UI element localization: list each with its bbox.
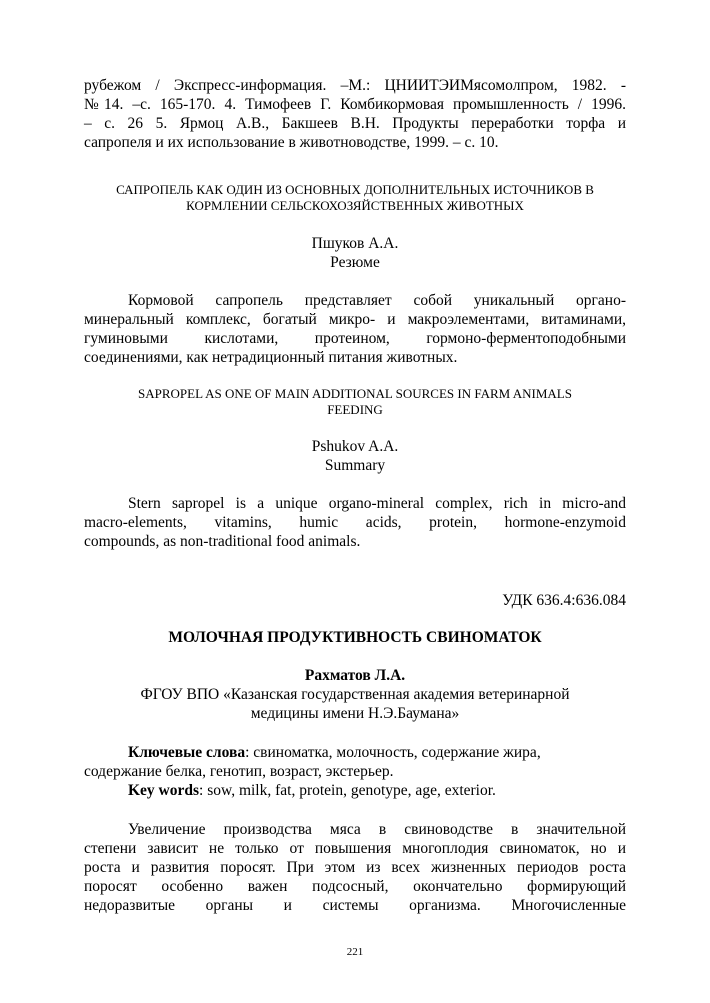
keywords-en-text: : sow, milk, fat, protein, genotype, age, exterior. [199, 782, 496, 799]
article1-title-line: САПРОПЕЛЬ КАК ОДИН ИЗ ОСНОВНЫХ ДОПОЛНИТЕЛЬНЫХ ИСТОЧНИКОВ В [116, 182, 594, 197]
article1-title-line: КОРМЛЕНИИ СЕЛЬСКОХОЗЯЙСТВЕННЫХ ЖИВОТНЫХ [186, 198, 524, 213]
body-line: Увеличение производства мяса в свиноводстве в значительной [128, 821, 626, 838]
article1-en-title [84, 386, 626, 418]
summary-line: macro-elements, vitamins, humic acids, protein, hormone-enzymoid [84, 514, 626, 531]
article1-en-author-block [84, 437, 626, 475]
en-author: Pshukov A.A. [311, 438, 399, 455]
article1-title [84, 182, 626, 214]
summary-line: Stern sapropel is a unique organo-mineral complex, rich in micro-and [128, 495, 626, 512]
body-line: недоразвитые органы и системы организма. Многочисленные [84, 897, 626, 914]
resume-line: соединениями, как нетрадиционный питания животных. [84, 349, 458, 366]
keywords-text: : свиноматка, молочность, содержание жира, [245, 744, 541, 761]
summary-line: compounds, as non-traditional food animals. [84, 533, 361, 550]
keywords-label: Ключевые слова [128, 744, 246, 761]
article2-author-block [84, 666, 626, 723]
resume-line: гуминовыми кислотами, протеином, гормоно-ферментоподобными [84, 330, 626, 347]
en-title-line: FEEDING [327, 402, 383, 417]
body-line: степени зависит не только от повышения многоплодия свиноматок, но и [84, 840, 626, 857]
article1-author-block [84, 234, 626, 272]
keywords-line [84, 743, 626, 762]
affiliation-line: ФГОУ ВПО «Казанская государственная академия ветеринарной [140, 686, 570, 703]
reference-line: сапропеля и их использование в животноводстве, 1999. – с. 10. [84, 134, 499, 151]
references-section [84, 76, 626, 152]
article2-author: Рахматов Л.А. [304, 667, 406, 684]
summary-paragraph [84, 494, 626, 551]
keywords-en-line [84, 781, 626, 800]
resume-line: минеральный комплекс, богатый микро- и макроэлементами, витаминами, [84, 311, 626, 328]
page-number: 221 [346, 946, 364, 958]
summary-heading: Summary [324, 457, 386, 474]
affiliation-line: медицины имени Н.Э.Баумана» [250, 705, 460, 722]
resume-line: Кормовой сапропель представляет собой уникальный органо- [128, 292, 626, 309]
udk-block [84, 591, 626, 610]
en-title-line: SAPROPEL AS ONE OF MAIN ADDITIONAL SOURCES IN FARM ANIMALS [138, 386, 572, 401]
article1-author: Пшуков А.А. [311, 235, 399, 252]
keywords-block [84, 743, 626, 800]
resume-paragraph [84, 291, 626, 367]
keywords-continuation: содержание белка, генотип, возраст, экстерьер. [84, 763, 394, 780]
resume-heading: Резюме [330, 254, 380, 271]
keywords-en-label: Key words [128, 782, 200, 799]
reference-line: №14. –с. 165-170. 4. Тимофеев Г. Комбикормовая промышленность / 1996. [84, 96, 626, 113]
article2-title-block [84, 628, 626, 647]
udk-code: УДК 636.4:636.084 [502, 592, 626, 609]
body-line: поросят особенно важен подсосный, окончательно формирующий [84, 878, 626, 895]
body-line: роста и развития поросят. При этом из всех жизненных периодов роста [84, 859, 626, 876]
article2-title: МОЛОЧНАЯ ПРОДУКТИВНОСТЬ СВИНОМАТОК [168, 629, 542, 646]
body-paragraph [84, 820, 626, 915]
reference-line: – с. 26 5. Ярмоц А.В., Бакшеев В.Н. Продукты переработки торфа и [84, 115, 626, 132]
reference-line: рубежом / Экспресс-информация. –М.: ЦНИИТЭИМясомолпром, 1982. - [84, 77, 626, 94]
